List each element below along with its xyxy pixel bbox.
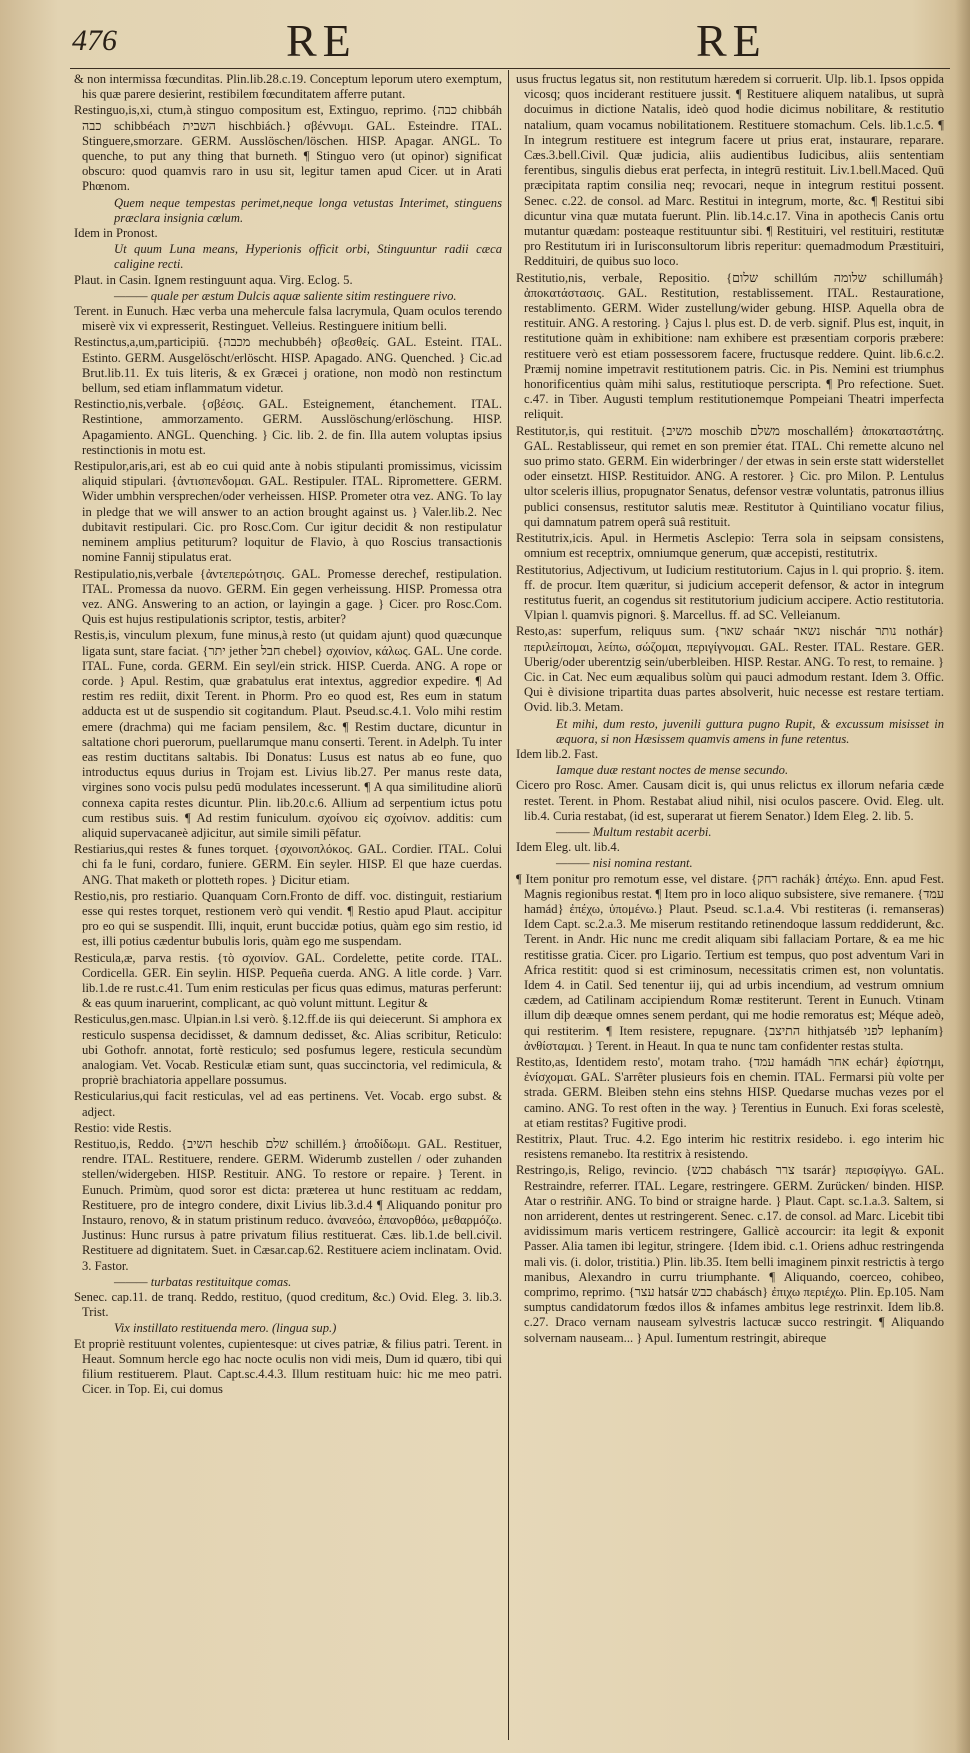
dictionary-entry: Restinctus,a,um,participiū. {מכבה mechubbéh} σβεσθείς. GAL. Esteint. ITAL. Estinto. GERM. Ausgelöscht/erlöscht. HISP. Apagado. ANG. Quenched. } Cic.ad Brut.lib.11. Ex tuis literis, & ex Græcei j oratione, non modò non restinctum bellum, sed etiam inflammatum videtur. [74, 335, 502, 396]
dictionary-entry: Et propriè restituunt volentes, cupientesque: ut cives patriæ, & filius patri. Terent. in Heaut. Somnum hercle ego hac nocte oculis non vidi meis, Dum id quæro, tibi qui filium restituerem. Plaut. Capt.sc.4.4.3. Illum restituam huic: hic me meo patri. Cicer. in Top. Ei, cui domus [74, 1336, 502, 1397]
dictionary-entry: Restituo,is, Reddo. {השיב heschib שלם schillém.} ἀποδίδωμι. GAL. Restituer, rendre. ITAL. Restituere, rendere. GERM. Widerumb zustellen / oder zuhanden stellen/widergeben. HISP. Restituir. ANG. To restore or repaire. } Terent. in Eunuch. Primùm, quod soror est dicta: præterea ut hunc restituam ac reddam, Restituere, pro de integro condere, dixit Livius lib.3.d.4 ¶ Aliquando ponitur pro Instauro, renovo, & in statum pristinum reduco. ἀνανεόω, ἐπανορθόω, μεθαρμόζω. Justinus: Hunc rursus à patre privatum filius restituerat. Cæs. lib.1.de bell.civil. Restituere ad dignitatem. Suet. in Cæsar.cap.62. Restituere aciem inclinatam. Ovid. 3. Fastor. [74, 1137, 502, 1273]
left-column [74, 72, 502, 1740]
dictionary-entry: Resticula,æ, parva restis. {τὸ σχοινίον. GAL. Cordelette, petite corde. ITAL. Cordicella. GER. Ein seylin. HISP. Pequeña cuerda. ANG. A litle corde. } Varr. lib.1.de re rust.c.41. Tum enim resticulas per ficus quas edimus, maturas perferunt: & eas quum inaruerint, complicant, ac quò volunt mittunt. Legitur & [74, 950, 502, 1011]
verse-quotation: ——— nisi nomina restant. [556, 856, 693, 871]
dictionary-entry: Restito,as, Identidem resto', motam traho. {עמד hamádh אחר echár} ἐφίστημι, ἐνίσχομαι. GAL. S'arrêter plusieurs fois en chemin. ITAL. Fermarsi più volte per strada. GERM. Bleiben stehn eins stehns HISP. Quedarse muchas vezes por el camino. ANG. To rest often in the way. } Terentius in Eunuch. Exi foras scelestè, at etiam restitas? Fugitive prodi. [516, 1055, 944, 1130]
dictionary-entry: ¶ Item ponitur pro remotum esse, vel distare. {רחק rachák} ἀπέχω. Enn. apud Fest. Magnis regionibus restat. ¶ Item pro in loco aliquo subsistere, sive remanere. {עמד hamád} ἐπέχω, ὑπομένω.} Plaut. Pseud. sc.1.a.4. Vbi restiteras (i. remanseras) Idem Capt. sc.2.a.3. Me miserum restitando retinendoque lassum reddiderunt, &c. Terent. in Andr. Hic nunc me credit aliquam sibi fallaciam Portare, & ea me hic restitisse gratia. Cicer. pro Ligario. Tertium est tempus, quo post adventum Vari in Africa restitit: quod si est criminosum, necessitatis crimen est, non voluntatis. Idem 4. in Catil. Sed tenentur iij, qui ad urbis incendium, ad vestrum omnium cædem, ad Catilinam accipiendum Romæ restiterunt. Terent in Eunuch. Vtinam illum diþ deæque omnes senem perdant, qui me hodie remoratus est; Méque adeò, qui restiterim. ¶ Item resistere, repugnare. {התיצב hithjatséb לפני lephaním} ἀνθίσταμαι. } Terent. in Heaut. In qua te nunc tam confidenter restas stulta. [516, 871, 944, 1053]
dictionary-entry: Idem lib.2. Fast. [516, 746, 599, 761]
verse-quotation: ——— turbatas restituitque comas. [114, 1274, 292, 1289]
dictionary-entry: Cicero pro Rosc. Amer. Causam dicit is, qui unus relictus ex illorum nefaria cæde restet. Terent. in Phom. Restabat aliud nihil, nisi oculos pascere. Ovid. Eleg. ult. lib.4. Curia restabat, (id est, superarat ut fierem Senator.) Idem Eleg. 2. lib. 5. [516, 778, 944, 823]
dictionary-entry: Resticulus,gen.masc. Ulpian.in l.si verò. §.12.ff.de iis qui deiecerunt. Si amphora ex resticulo suspensa decidisset, & damnum dedisset, &c. Alias scribitur, Reticulo: ubi Gothofr. annotat, fortè resticulo; sed posfumus legere, resticula secundùm analogiam. Vet. Vocab. Resticulæ etiam sunt, quas succinctoria, vel redimicula, & propriè brachiatoria appellare possumus. [74, 1012, 502, 1088]
dictionary-entry: Restio,nis, pro restiario. Quanquam Corn.Fronto de diff. voc. distinguit, restiarium esse qui restes torquet, restionem verò qui vendit. ¶ Restio apud Plaut. accipitur pro eo qui se suspendit. Illi, inquit, erunt buccidæ potius, quàm ego sim restio, id est, illi potius cædentur bubulis loris, quàm ego me suspendam. [74, 888, 502, 949]
right-running-head: RE [696, 15, 767, 66]
dictionary-entry: Restitutrix,icis. Apul. in Hermetis Asclepio: Terra sola in seipsam consistens, omnium est receptrix, omniumque generum, quæ accepisti, restitutrix. [516, 531, 944, 561]
dictionary-entry: Restitutor,is, qui restituit. {משיב moschib משלם moschallém} ἀποκαταστάτης. GAL. Restablisseur, qui remet en son premier état. ITAL. Chi remette alcuno nel suo primo stato. GERM. Ein widerbringer / der etwas in sein erste statt widerstellet oder einsetzt. HISP. Restituidor. ANG. A restorer. } Cic. pro Milon. P. Lentulus ultor sceleris illius, propugnator Senatus, defensor vestræ voluntatis, patronus illius publici consensus, restitutor salutis meæ. Restitutor à Quintiliano vocatur filius, qui damnatum patrem operâ suâ restituit. [516, 423, 944, 529]
dictionary-entry: Resto,as: superfum, reliquus sum. {שאר schaár נשאר nischár נותר nothár} περιλείπομαι, λείπω, σώζομαι, περιγίγνομαι. GAL. Rester. ITAL. Restare. GER. Uberig/oder uberentzig sein/uberbleiben. HISP. Restar. ANG. To rest, to remaine. } Cic. in Cat. Nec eum æqualibus solùm qui pauci admodum restant. Idem 3. Offic. Qui è divisione tripartita duas partes absolverit, huic necesse est restare tertiam. Ovid. lib.3. Metam. [516, 624, 944, 715]
verse-quotation: ——— quale per æstum Dulcis aquæ saliente sitim restinguere rivo. [114, 288, 457, 303]
verse-quotation: ——— Multum restabit acerbi. [556, 824, 712, 839]
right-column [516, 72, 944, 1740]
dictionary-entry: Restringo,is, Religo, revincio. {כבש chabásch צרר tsarár} περισφίγγω. GAL. Restraindre, referrer. ITAL. Legare, restringere. GERM. Zurücken/ binden. HISP. Atar o restriñir. ANG. To bind or straigne harde. } Plaut. Capt. sc.1.a.3. Saltem, si non arriderent, dentes ut restringerent. Senec. c.17. de consol. ad Marc. Licebit tibi avidissimum maris verticem restringere, Gallicè accourcir: ita legit & exponit Passer. Alia tamen ibi legitur, stringere. {Idem ibid. c.1. Oriens adhuc restringenda mali vis. (i. dolor, tristitia.) Plin. lib.35. Item belli imaginem pinxit restrictis à tergo manibus, Alexandro in curru triumphante. ¶ Aliquando, coerceo, cohibeo, comprimo, reprimo. {עצר hatsár כבש chabásch} ἐπιχω περιέχω. Plin. Ep.105. Nam sumptus candidatorum fœdos illos & infames ambitus lege restrinxit. Idem lib.8. c.27. Draco vernam nauseam sylvestris lactucæ succo restringit. ¶ Aliquando solvernam nauseam... } Apul. Iumentum restringit, abireque [516, 1163, 944, 1345]
running-header [0, 10, 970, 70]
column-divider [508, 70, 509, 1740]
dictionary-entry: Plaut. in Casin. Ignem restinguunt aqua. Virg. Eclog. 5. [74, 272, 353, 287]
dictionary-entry: Restio: vide Restis. [74, 1120, 172, 1135]
dictionary-entry: Restinctio,nis,verbale. {σβέσις. GAL. Esteignement, étanchement. ITAL. Restintione, ammorzamento. GERM. Ausslöschung/erlöschung. HISP. Apagamiento. ANGL. Quenching. } Cic. lib. 2. de fin. Illa autem voluptas ipsius restinctionis in motu est. [74, 397, 502, 457]
verse-quotation: Quem neque tempestas perimet,neque longa vetustas Interimet, stinguens præclara insignia cœlum. [114, 195, 502, 225]
dictionary-entry: Resticularius,qui facit resticulas, vel ad eas pertinens. Vet. Vocab. ergo subst. & adject. [74, 1089, 502, 1119]
dictionary-entry: Restipulor,aris,ari, est ab eo cui quid ante à nobis stipulanti promissimus, vicissim aliquid stipulari. {ἀντισπενδομαι. GAL. Restipuler. ITAL. Ripromettere. GERM. Wider umbhin versprechen/oder verheissen. HISP. Prometer otra vez. ANG. To lay in pledge that we will answer to an action brought against us. } Valer.lib.2. Nec dubitavit restipulari. Cic. pro Rosc.Com. Cur igitur decidit & non restipulatur neminem amplius petiturum? loquitur de Flavio, à quo Roscius transactionis nomine Fannij stipulatus erat. [74, 459, 502, 565]
dictionary-entry: & non intermissa fœcunditas. Plin.lib.28.c.19. Conceptum leporum utero exemptum, his quæ parere desierint, restibilem fœcunditatem afferre putant. [74, 72, 502, 102]
verse-quotation: Ut quum Luna means, Hyperionis officit orbi, Stinguuntur radii cæca caligine recti. [114, 242, 502, 272]
dictionary-entry: Restis,is, vinculum plexum, fune minus,à resto (ut quidam ajunt) quod quæcunque ligata sunt, stare faciat. {יתר jether חבל chebel} σχοινίον, κάλως. GAL. Une corde. ITAL. Fune, corda. GERM. Ein seyl/ein strick. HISP. Cuerda. ANG. A rope or corde. } Apul. Restim, quæ grabatulus erat intextus, aggredior expedire. ¶ Ad restim res rediit, dixit Terent. in Phorm. Pro eo quod est, Res eum in statum adducta est ut de suspendio sit cogitandum. Plaut. Pseud.sc.4.1. Volo mihi restim emere (drachma) qui me faciam pensilem, &c. ¶ Restim ductare, dicuntur in saltatione chori puerorum, puellarumque manu conserti. Terent. in Adelph. Tu inter eas restim ductitans saltabis. Ibi Donatus: Lusus est natus ab eo fune, quo introductus equus durius in Trojam est. Livius lib.27. Per manus reste data, virgines sono vocis pulsu pedū modulates incesserunt. ¶ A qua similitudine aliorū connexa capita restes dicuntur. Plin. lib.20.c.6. Allium ad serpentium ictus potu cum restibus suis. ¶ Ad restim funiculum. σχοίνου εἰς σχοίνιον. additis: cum aliquid supervacaneè adjicitur, aut simile simili pēfatur. [74, 628, 502, 840]
dictionary-entry: Terent. in Eunuch. Hæc verba una mehercule falsa lacrymula, Quam oculos terendo miserè vix vi expresserit, Restinguet. Velleius. Restinguere initium belli. [74, 304, 502, 334]
dictionary-entry: Restipulatio,nis,verbale {ἀντεπερώτησις. GAL. Promesse derechef, restipulation. ITAL. Promessa da nuovo. GERM. Ein gegen verheissung. HISP. Promessa otra vez. ANG. Answering to an action, or layingin a gage. } Cicer. pro Rosc.Com. Quis est hujus restipulationis scriptor, testis, arbiter? [74, 566, 502, 627]
dictionary-entry: Restiarius,qui restes & funes torquet. {σχοινοπλόκος. GAL. Cordier. ITAL. Colui chi fa le funi, cordaro, funiere. GERM. Ein seyler. HISP. El que haze cuerdas. ANG. That maketh or plotteth ropes. } Dicitur etiam. [74, 842, 502, 887]
dictionary-entry: Idem in Pronost. [74, 226, 158, 241]
left-running-head: RE [286, 15, 357, 66]
dictionary-entry: Idem Eleg. ult. lib.4. [516, 840, 620, 855]
dictionary-entry: Restitutio,nis, verbale, Repositio. {שלום schillúm שלומה schillumáh} ἀποκατάστασις. GAL. Restitution, restablissement. ITAL. Restauratione, restablimento. GERM. Wider zustellung/wider gebung. HISP. Aquella obra de restituir. ANG. A restoring. } Cajus l. plus est. D. de verb. signif. Plus est, inquit, in restitutione quàm in exhibitione: nam exhibere est præsentiam corporis præbere: restituere verò est etiam possessorem facere, fructusque reddere. Quint. lib.6.c.2. Præmij nomine impetravit restitutionem patris. Cic. in Pis. Nemini est triumphus honorificentius quàm mihi salus, restitutioque perscripta. ¶ Pro refectione. Suet. c.47. in Tiber. Augusti templum restitutionemque Pompeiani Theatri imperfecta reliquit. [516, 270, 944, 422]
dictionary-entry: Restinguo,is,xi, ctum,à stinguo compositum est, Extinguo, reprimo. {כבה chibbáh כבה schibbéach השבית hischbiách.} σβέννυμι. GAL. Esteindre. ITAL. Stinguere,smorzare. GERM. Ausslöschen/löschen. HISP. Apagar. ANGL. To quenche, to put any thing that burneth. ¶ Stinguo vero (ut opinor) significat obscuro: quod quamvis raro in usu sit, legitur tamen apud Cicer. ut in Arati Phœnom. [74, 103, 502, 194]
dictionary-entry: Senec. cap.11. de tranq. Reddo, restituo, (quod creditum, &c.) Ovid. Eleg. 3. lib.3. Trist. [74, 1290, 502, 1320]
dictionary-entry: usus fructus legatus sit, non restitutum hæredem si corruerit. Ulp. lib.1. Ipsos oppida vicosq; quos inciderant restituere jussit. ¶ Restituere aliquem natalibus, ut suprà docuimus in dictione Natalis, ideò quod hodie dicimus nobilitare, & restitutio natalium, quam vocamus nobilitationem. Restituere stomachum. Cels. lib.1.c.5. ¶ In integrum restituere est integrum facere ut prius erat, instaurare, reparare. Cæs.3.bell.Civil. Quæ judicia, aliis audientibus Iudicibus, aliis sententiam ferentibus, singulis diebus erat perfecta, in integrū restituit. Liv.1.bell.Maced. Quū præcipitata raptim consilia neq; revocari, neque in integrum restitui possent. Senec. c.22. de consol. ad Marc. Restitui in integrum, morte, &c. ¶ Restitui sibi dicuntur vina quæ mutata fuerunt. Plin. lib.14.c.17. Vina in apothecis Canis ortu mutantur quædam: posteaque restituuntur sibi. ¶ Restituiri, vel restituiri, restitutæ pro Restitutum iri in Iurisconsultorum libris reperitur: quemadmodum Præstituiri, Reddituiri, de quibus suo loco. [516, 72, 944, 269]
verse-quotation: Vix instillato restituenda mero. (lingua sup.) [114, 1321, 337, 1336]
dictionary-entry: Restitutorius, Adjectivum, ut Iudicium restitutorium. Cajus in l. qui proprio. §. item. ff. de procur. Item quæritur, si judicium acceperit defensor, & actor in integrum restitutus fuerit, an cogendus sit restitutorium judicium accipere. Actio restitutoria. Vlpian l. quamvis pignori. §. Marcellus. ff. ad SC. Velleianum. [516, 562, 944, 623]
verse-quotation: Iamque duæ restant noctes de mense secundo. [556, 763, 789, 778]
dictionary-entry: Restitrix, Plaut. Truc. 4.2. Ego interim hic restitrix residebo. i. ego interim hic resistens remanebo. Ita restitrix à resistendo. [516, 1132, 944, 1162]
verse-quotation: Et mihi, dum resto, juvenili guttura pugno Rupit, & excussum misisset in æquora, si non Hæsissem quamvis amens in fune retentus. [556, 716, 944, 746]
page-fold-shadow [955, 0, 970, 1753]
page-number: 476 [72, 24, 117, 57]
header-rule [70, 68, 950, 69]
